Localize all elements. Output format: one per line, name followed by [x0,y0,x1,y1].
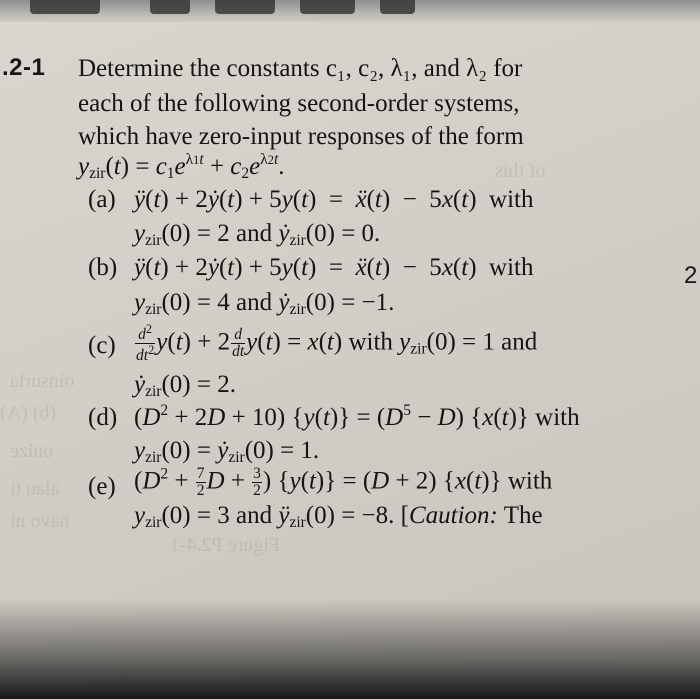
top-header-band [0,0,700,22]
part-b-initial-conditions: $y_{zir}(0) = 4$ and ẏ$_{zir}$(0) = −1. [134,289,395,318]
shadow-bottom [0,599,700,699]
intro-line-1: Determine the constants c₁, c₂, λ₁, and λ₂ for [78,55,523,82]
part-c-equation: $\frac{d^2}{dt^2}$ y(t) + 2 $\frac{d}{dt}$ y(t) = x(t) with $y_{zir}(0) = 1$ and [136,322,538,365]
bleed-through-text: alau ti [10,478,60,500]
intro-line-2: each of the following second-order systems, [78,90,520,117]
part-a-equation: ÿ(t) + 2ẏ(t) + 5y(t) = ẍ(t) − 5x(t) with [134,186,534,213]
bleed-through-text: of this [495,160,546,182]
part-e-equation: ($D^2$ + $\frac{7}{2}$ D + $\frac{3}{2}$ ) {y(t)} = (D + 2) {x(t)} with [134,465,553,500]
part-b-equation: ÿ(t) + 2ẏ(t) + 5y(t) = ẍ(t) − 5x(t) with [134,254,534,281]
part-d-equation: $(D^2 + 2D + 10) \{y(t)\} = (D^5 - D)$ {x(t)} with [134,402,580,432]
part-e-label: (e) [88,473,116,500]
part-d-initial-conditions: $y_{zir}(0)$ = ẏ$_{zir}$(0) = 1. [134,437,320,466]
part-e-initial-conditions: $y_{zir}(0) = 3$ and $ÿ_{zir}(0) = -8$. [Caution: The [134,502,543,531]
part-b-label: (b) [88,254,118,281]
part-a-initial-conditions: $y_{zir}(0) = 2$ and ẏ$_{zir}$(0) = 0. [134,220,381,249]
intro-line-3: which have zero-input responses of the form [78,123,524,150]
part-c-initial-conditions: ẏ$_{zir}$(0) = 2. [134,371,236,400]
part-c-label: (c) [88,332,116,359]
bleed-through-text: navo ni [10,510,70,532]
bleed-through-text: Figure P2.4-1 [170,534,280,556]
part-d-label: (d) [88,404,118,431]
margin-fragment: 2 [684,262,698,289]
bleed-through-text: oinsurla [10,370,75,392]
problem-number: .2-1 [2,54,46,81]
bleed-through-text: (b) (A) [0,402,57,424]
part-a-label: (a) [88,186,116,213]
bleed-through-text: onize [10,440,54,462]
response-form-equation: $y_{zir}(t) = c_1e^{\lambda 1t} + c_2e^{\lambda 2t}$. [78,151,285,182]
